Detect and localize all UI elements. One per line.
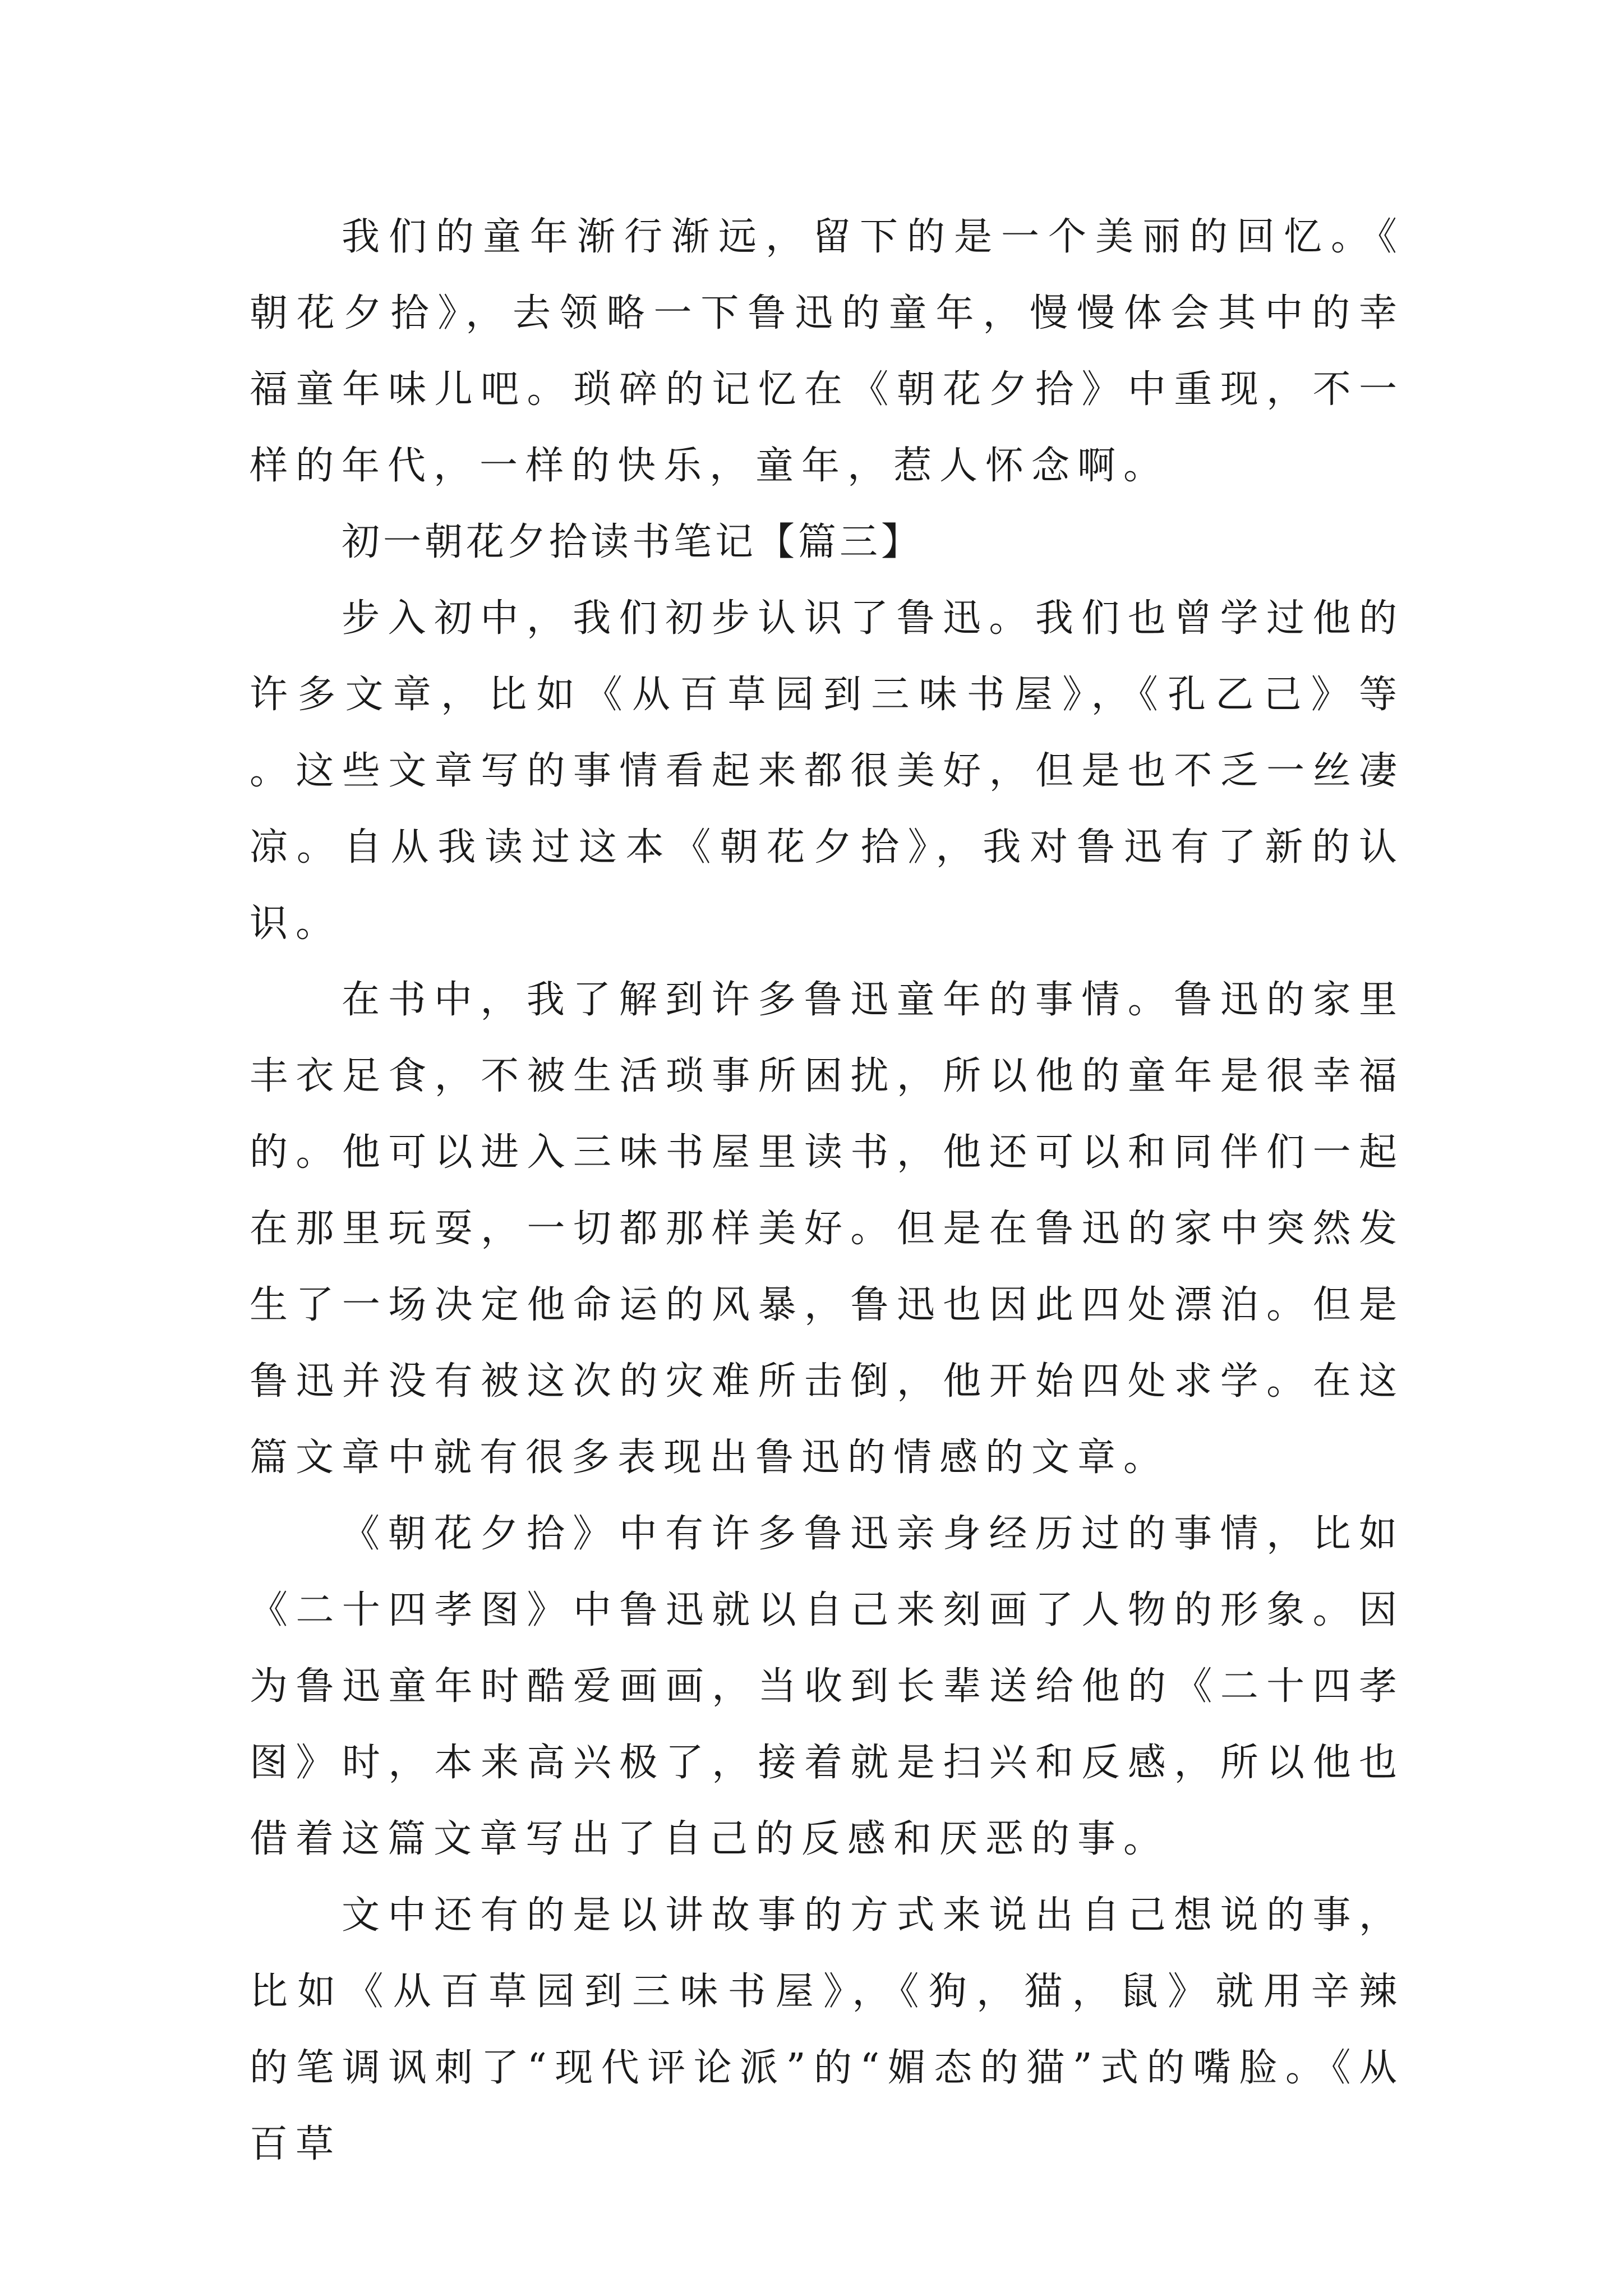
paragraph-twenty-four-filial: 《朝花夕拾》中有许多鲁迅亲身经历过的事情，比如《二十四孝图》中鲁迅就以自己来刻画了人物的形象。因为鲁迅童年时酷爱画画，当收到长辈送给他的《二十四孝图》时，本来高兴极了，接着就是扫兴和反感，所以他也借着这篇文章写出了自己的反感和厌恶的事。 <box>250 1512 1405 1861</box>
paragraph-first-acquaintance: 步入初中，我们初步认识了鲁迅。我们也曾学过他的许多文章，比如《从百草园到三味书屋》，《孔乙己》等。这些文章写的事情看起来都很美好，但是也不乏一丝凄凉。自从我读过这本《朝花夕拾》，我对鲁迅有了新的认识。 <box>250 596 1405 946</box>
document-body <box>250 199 1405 2183</box>
section-heading: 初一朝花夕拾读书笔记【篇三】 <box>342 520 923 564</box>
paragraph-childhood: 在书中，我了解到许多鲁迅童年的事情。鲁迅的家里丰衣足食，不被生活琐事所困扰，所以他的童年是很幸福的。他可以进入三味书屋里读书，他还可以和同伴们一起在那里玩耍，一切都那样美好。但是在鲁迅的家中突然发生了一场决定他命运的风暴，鲁迅也因此四处漂泊。但是鲁迅并没有被这次的灾难所击倒，他开始四处求学。在这篇文章中就有很多表现出鲁迅的情感的文章。 <box>250 978 1405 1480</box>
paragraph-storytelling: 文中还有的是以讲故事的方式来说出自己想说的事，比如《从百草园到三味书屋》，《狗，猫，鼠》就用辛辣的笔调讽刺了“现代评论派”的“媚态的猫”式的嘴脸。《从百草 <box>250 1893 1405 2166</box>
paragraph-intro: 我们的童年渐行渐远，留下的是一个美丽的回忆。《朝花夕拾》，去领略一下鲁迅的童年，慢慢体会其中的幸福童年味儿吧。琐碎的记忆在《朝花夕拾》中重现，不一样的年代，一样的快乐，童年，惹人怀念啊。 <box>250 215 1405 488</box>
